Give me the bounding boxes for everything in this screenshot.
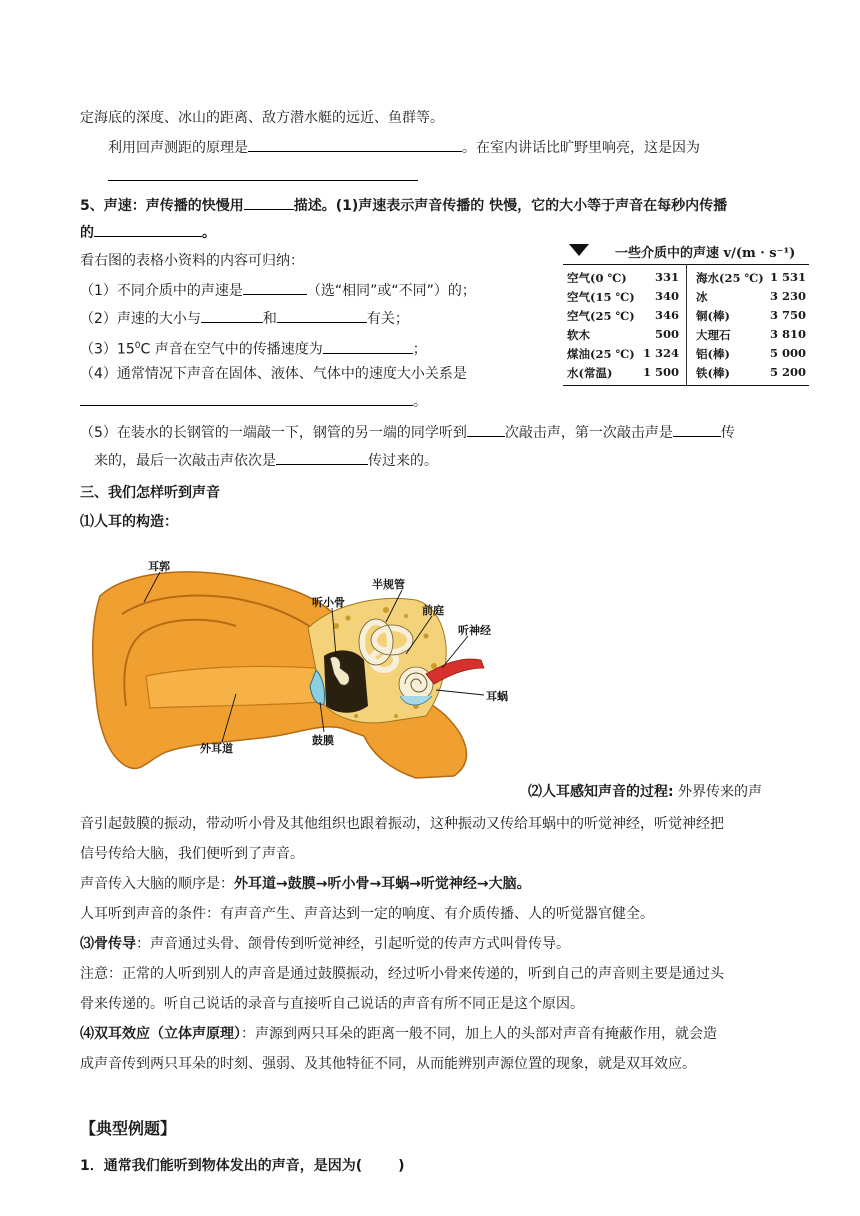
question-4: （4）通常情况下声音在固体、液体、气体中的速度大小关系是 (80, 366, 467, 382)
text-line: 人耳听到声音的条件：有声音产生、声音达到一定的响度、有介质传播、人的听觉器官健全。 (80, 906, 654, 922)
label-semicircular-canals: 半规管 (372, 578, 405, 591)
example-1-paren: ) (398, 1158, 405, 1174)
speed-value: 1 500 (642, 365, 679, 379)
blank-indoor-reason[interactable] (108, 180, 418, 181)
examples-heading: 【典型例题】 (80, 1119, 177, 1138)
subsection-heading: ⑴人耳的构造： (80, 514, 178, 530)
q3-end: ； (412, 341, 427, 358)
text-line (80, 874, 531, 894)
blank-q5b[interactable] (673, 422, 721, 437)
blank-q4[interactable] (80, 391, 413, 406)
q4-end: 。 (413, 394, 427, 410)
question-5-cont (94, 450, 438, 471)
blank-q5a[interactable] (467, 422, 505, 437)
medium-name: 铁(棒) (696, 366, 730, 380)
question-2 (80, 308, 409, 329)
medium-name: 大理石 (696, 328, 731, 342)
q2-label: （2）声速的大小与 (80, 311, 201, 327)
label-ossicles: 听小骨 (312, 596, 345, 609)
speed-value: 5 200 (769, 365, 806, 379)
question-5 (80, 422, 735, 443)
order-path: 外耳道→鼓膜→听小骨→耳蜗→听觉神经→大脑。 (234, 876, 531, 892)
label-vestibule: 前庭 (422, 604, 444, 617)
medium-name: 铝(棒) (696, 347, 730, 361)
bone-conduction-heading: ⑶骨传导 (80, 936, 136, 952)
label-ear-canal: 外耳道 (200, 742, 233, 755)
q2-and: 和 (262, 311, 277, 327)
echo-principle-label: 利用回声测距的原理是 (108, 140, 248, 156)
blank-q5c[interactable] (276, 450, 368, 465)
text-line (80, 195, 727, 216)
bone-conduction-text: ：声音通过头骨、颌骨传到听觉神经，引起听觉的传声方式叫骨传导。 (136, 936, 570, 952)
speed-value: 1 531 (769, 270, 806, 284)
text-line (80, 222, 216, 243)
q5-line2-end: 传过来的。 (368, 453, 438, 469)
speed-table (563, 244, 811, 387)
text-line (80, 1024, 717, 1044)
medium-name: 铜(棒) (696, 309, 730, 323)
q5-line2: 来的，最后一次敲击声依次是 (94, 453, 276, 469)
q5-trans: 传 (720, 425, 735, 441)
speed-table-title: 一些介质中的声速 v/(m · s⁻¹) (615, 246, 796, 261)
q1-hint: （选“相同”或“不同”）的； (306, 283, 476, 299)
label-auditory-nerve: 听神经 (458, 624, 491, 637)
q3-label-cont: C 声音在空气中的传播速度为 (140, 341, 323, 358)
medium-name: 冰 (696, 290, 708, 304)
example-1 (80, 1156, 405, 1176)
question-3 (80, 336, 427, 360)
label-cochlea: 耳蜗 (486, 690, 508, 703)
ear-diagram (86, 556, 516, 780)
speed-value: 340 (654, 289, 679, 303)
order-label: 声音传入大脑的顺序是： (80, 876, 234, 892)
speed-desc: 描述。(1)声速表示声音传播的 快慢，它的大小等于声音在每秒内传播 (293, 198, 728, 214)
speed-value: 331 (654, 270, 679, 284)
speed-value: 3 230 (769, 289, 806, 303)
table-divider (686, 264, 687, 385)
text-line (528, 782, 762, 802)
binaural-text: ：声源到两只耳朵的距离一般不同，加上人的头部对声音有掩蔽作用，就会造 (241, 1026, 717, 1042)
speed-heading: 5、声速：声传播的快慢用 (80, 198, 244, 214)
example-1-text: 1．通常我们能听到物体发出的声音，是因为( (80, 1158, 363, 1174)
binaural-heading: ⑷双耳效应（立体声原理） (80, 1026, 241, 1042)
text-line: 骨来传递的。听自己说话的录音与直接听自己说话的声音有所不同正是这个原因。 (80, 996, 584, 1012)
speed-value: 3 750 (769, 308, 806, 322)
speed-value: 3 810 (769, 327, 806, 341)
q1-label: （1）不同介质中的声速是 (80, 283, 243, 299)
hearing-process-heading: ⑵人耳感知声音的过程: (528, 784, 674, 800)
medium-name: 水(常温) (567, 366, 613, 380)
medium-name: 软木 (567, 328, 590, 342)
medium-name: 空气(15 ℃) (567, 290, 635, 304)
speed-value: 500 (654, 327, 679, 341)
medium-name: 海水(25 ℃) (696, 271, 764, 285)
text-line: 成声音传到两只耳朵的时刻、强弱、及其他特征不同，从而能辨别声源位置的现象，就是双耳效应。 (80, 1056, 696, 1072)
speed-desc-cont: 的 (80, 225, 94, 241)
blank-speed-quantity[interactable] (244, 195, 294, 210)
medium-name: 空气(25 ℃) (567, 309, 635, 323)
question-4-answer (80, 391, 427, 412)
q2-end: 有关； (366, 311, 409, 327)
q5-label: （5）在装水的长钢管的一端敲一下，钢管的另一端的同学听到 (80, 425, 467, 441)
text-line (80, 934, 570, 954)
label-auricle: 耳郭 (148, 560, 170, 573)
text-line (108, 137, 700, 158)
label-eardrum: 鼓膜 (312, 734, 334, 747)
hearing-process-text: 外界传来的声 (673, 784, 763, 800)
period: 。 (202, 225, 216, 241)
text-line: 定海底的深度、冰山的距离、敌方潜水艇的远近、鱼群等。 (80, 110, 444, 126)
text-line: 信号传给大脑，我们便听到了声音。 (80, 846, 304, 862)
q3-superscript: 0 (134, 341, 141, 351)
q3-label: （3）15 (80, 341, 135, 358)
blank-echo-principle[interactable] (248, 137, 462, 152)
table-intro: 看右图的表格小资料的内容可归纳： (80, 253, 304, 269)
question-1 (80, 280, 476, 301)
blank-q2b[interactable] (277, 308, 367, 323)
q5-mid: 次敲击声，第一次敲击声是 (504, 425, 673, 441)
speed-value: 5 000 (769, 346, 806, 360)
speed-value: 346 (654, 308, 679, 322)
blank-q3[interactable] (323, 339, 413, 354)
text-line: 音引起鼓膜的振动，带动听小骨及其他组织也跟着振动，这种振动又传给耳蜗中的听觉神经，听觉神经把 (80, 816, 724, 832)
section-heading: 三、我们怎样听到声音 (80, 485, 220, 501)
blank-q2a[interactable] (201, 308, 263, 323)
ear-canal-shape (146, 666, 324, 708)
text-line: 注意：正常的人听到别人的声音是通过鼓膜振动，经过听小骨来传递的，听到自己的声音则主要是通过头 (80, 966, 724, 982)
medium-name: 煤油(25 ℃) (567, 347, 635, 361)
speed-value: 1 324 (642, 346, 679, 360)
medium-name: 空气(0 ℃) (567, 271, 627, 285)
blank-q1[interactable] (243, 280, 307, 295)
indoor-label: 。在室内讲话比旷野里响亮，这是因为 (462, 140, 700, 156)
triangle-marker-icon (569, 244, 589, 256)
blank-speed-distance[interactable] (94, 222, 202, 237)
ear-diagram-svg (86, 556, 516, 780)
